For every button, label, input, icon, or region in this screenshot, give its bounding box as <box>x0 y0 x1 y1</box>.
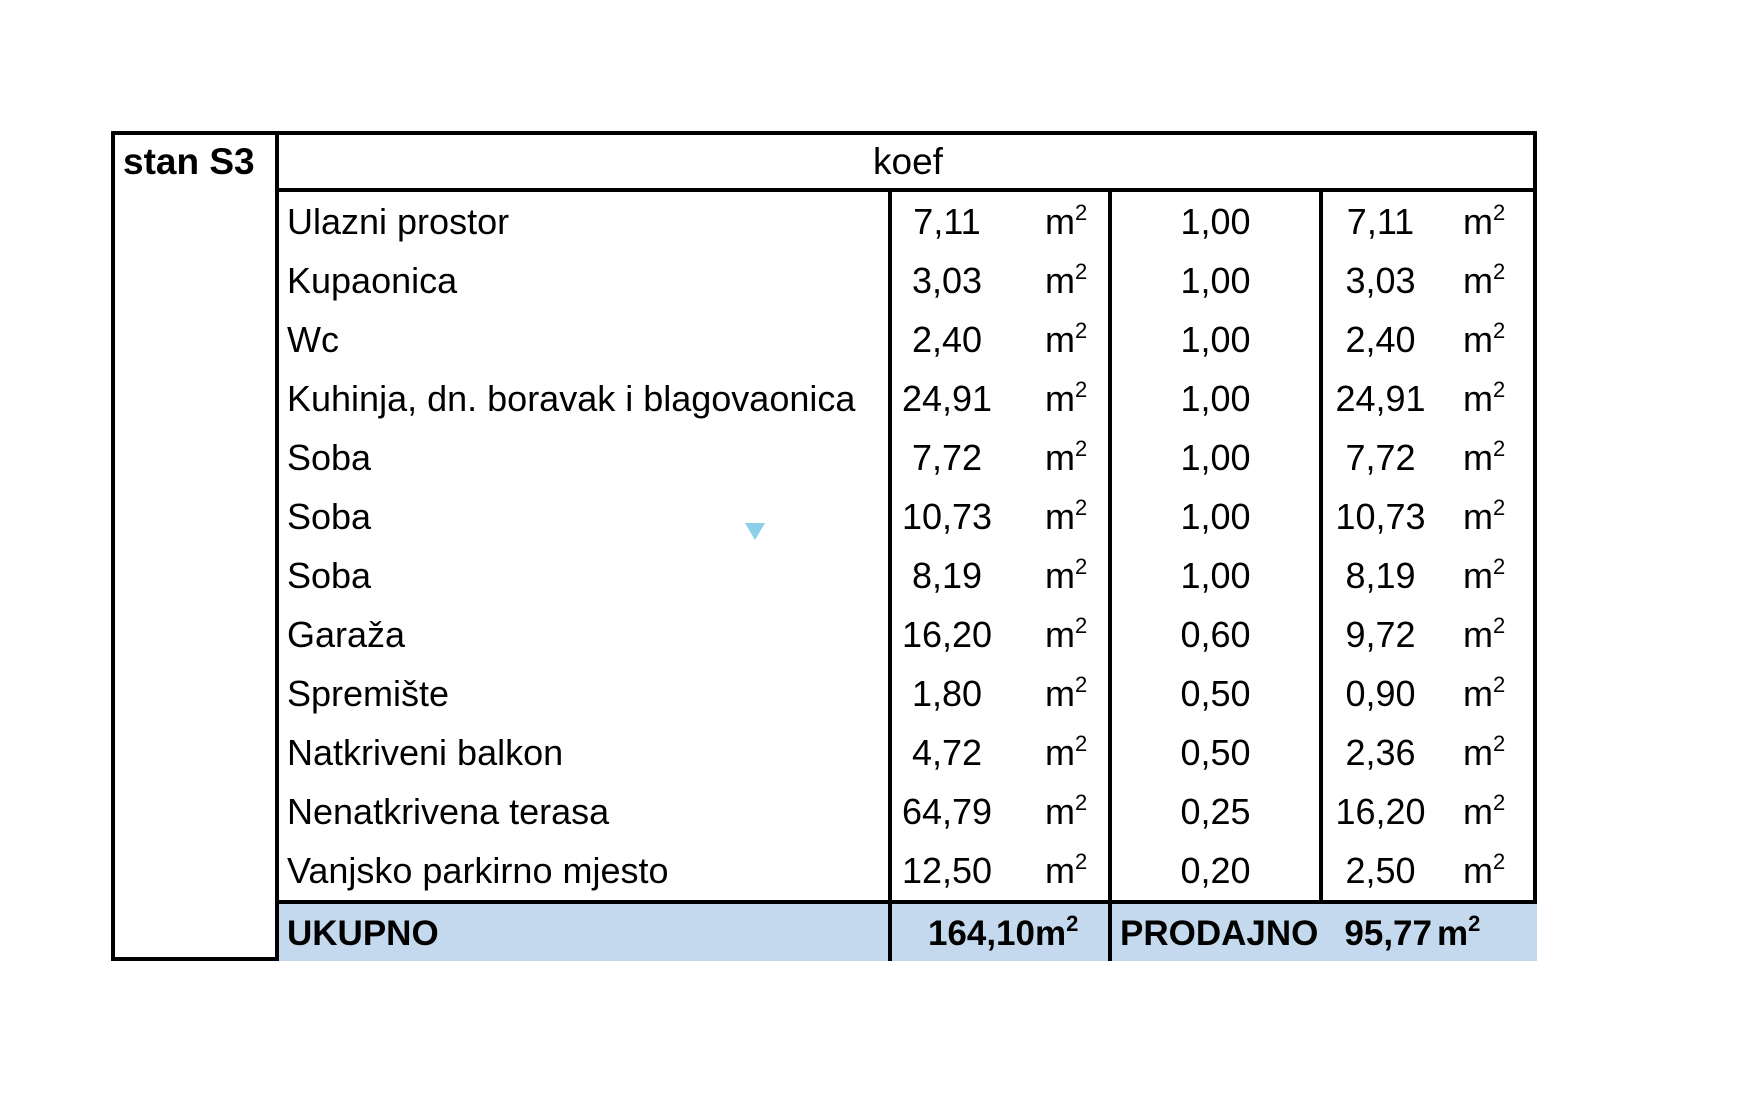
room-area-unit: $m^2$ <box>1045 554 1088 596</box>
room-name: Wc <box>287 319 339 360</box>
room-net-unit: $m^2$ <box>1463 790 1506 832</box>
room-name: Spremište <box>287 673 450 714</box>
room-net-area: 3,03 <box>1345 260 1416 301</box>
room-area-unit: $m^2$ <box>1045 436 1088 478</box>
room-area-unit: $m^2$ <box>1045 377 1088 419</box>
room-net-area: 2,50 <box>1345 850 1416 891</box>
room-koef: 1,00 <box>1180 496 1251 537</box>
room-name: Vanjsko parkirno mjesto <box>287 850 669 891</box>
room-name: Kuhinja, dn. boravak i blagovaonica <box>287 378 856 419</box>
room-net-area: 10,73 <box>1335 496 1426 537</box>
room-net-unit: $m^2$ <box>1463 613 1506 655</box>
room-koef: 0,60 <box>1180 614 1251 655</box>
room-area-unit: $m^2$ <box>1045 200 1088 242</box>
table-row <box>115 310 1535 369</box>
area-table <box>111 131 1537 961</box>
room-area: 7,11 <box>913 201 981 242</box>
room-koef: 1,00 <box>1180 319 1251 360</box>
koef-header: koef <box>873 141 943 182</box>
room-area: 3,03 <box>911 260 983 301</box>
room-area: 64,79 <box>901 791 993 832</box>
room-koef: 1,00 <box>1180 260 1251 301</box>
room-area: 24,91 <box>901 378 993 419</box>
table-row <box>115 192 1535 251</box>
table-row <box>115 369 1535 428</box>
room-koef: 0,25 <box>1180 791 1251 832</box>
room-net-unit: $m^2$ <box>1463 318 1506 360</box>
room-net-unit: $m^2$ <box>1463 377 1506 419</box>
room-name: Soba <box>287 496 372 537</box>
total-row <box>115 904 1535 961</box>
room-name: Ulazni prostor <box>287 201 510 242</box>
sale-label: PRODAJNO <box>1120 914 1319 953</box>
room-net-area: 9,72 <box>1345 614 1416 655</box>
table-row <box>115 841 1535 900</box>
room-area: 1,80 <box>911 673 983 714</box>
room-net-area: 7,72 <box>1345 437 1416 478</box>
room-area-unit: $m^2$ <box>1045 613 1088 655</box>
room-koef: 1,00 <box>1180 555 1251 596</box>
table-row <box>115 782 1535 841</box>
room-net-unit: $m^2$ <box>1463 731 1506 773</box>
room-area-unit: $m^2$ <box>1045 318 1088 360</box>
total-area-unit: $m^2$ <box>1035 911 1079 953</box>
room-koef: 0,20 <box>1180 850 1251 891</box>
room-area-unit: $m^2$ <box>1045 672 1088 714</box>
table-row <box>115 664 1535 723</box>
room-name: Natkriveni balkon <box>287 732 564 773</box>
room-net-area: 16,20 <box>1335 791 1426 832</box>
room-area: 8,19 <box>911 555 983 596</box>
room-net-area: 8,19 <box>1345 555 1416 596</box>
room-net-unit: $m^2$ <box>1463 849 1506 891</box>
room-koef: 1,00 <box>1180 378 1251 419</box>
room-net-area: 0,90 <box>1345 673 1416 714</box>
room-area: 7,72 <box>911 437 983 478</box>
table-row <box>115 428 1535 487</box>
room-area-unit: $m^2$ <box>1045 495 1088 537</box>
room-net-area: 24,91 <box>1335 378 1426 419</box>
sale-area: 95,77 <box>1344 914 1432 953</box>
room-net-unit: $m^2$ <box>1463 200 1506 242</box>
room-area: 2,40 <box>911 319 983 360</box>
room-net-area: 2,40 <box>1345 319 1416 360</box>
room-area: 4,72 <box>911 732 983 773</box>
room-name: Garaža <box>287 614 406 655</box>
room-area-unit: $m^2$ <box>1045 849 1088 891</box>
room-name: Kupaonica <box>287 260 458 301</box>
room-area: 12,50 <box>901 850 993 891</box>
table-row <box>115 251 1535 310</box>
table-row <box>115 605 1535 664</box>
total-label: UKUPNO <box>287 914 439 953</box>
room-net-unit: $m^2$ <box>1463 436 1506 478</box>
room-net-unit: $m^2$ <box>1463 554 1506 596</box>
table-row <box>115 487 1535 546</box>
triangle-down-icon <box>745 523 765 540</box>
room-net-unit: $m^2$ <box>1463 259 1506 301</box>
room-net-unit: $m^2$ <box>1463 672 1506 714</box>
room-koef: 1,00 <box>1180 437 1251 478</box>
room-koef: 0,50 <box>1180 732 1251 773</box>
room-koef: 0,50 <box>1180 673 1251 714</box>
room-name: Nenatkrivena terasa <box>287 791 610 832</box>
sale-area-unit: $m^2$ <box>1437 911 1481 953</box>
room-area-unit: $m^2$ <box>1045 259 1088 301</box>
room-koef: 1,00 <box>1180 201 1251 242</box>
room-name: Soba <box>287 437 372 478</box>
room-area-unit: $m^2$ <box>1045 790 1088 832</box>
room-area: 10,73 <box>901 496 993 537</box>
room-net-area: 7,11 <box>1346 201 1415 242</box>
table-row <box>115 723 1535 782</box>
room-name: Soba <box>287 555 372 596</box>
total-area: 164,10 <box>927 914 1035 953</box>
apartment-label: stan S3 <box>123 141 255 182</box>
table-row <box>115 546 1535 605</box>
room-net-unit: $m^2$ <box>1463 495 1506 537</box>
room-area: 16,20 <box>901 614 993 655</box>
room-net-area: 2,36 <box>1345 732 1416 773</box>
room-area-unit: $m^2$ <box>1045 731 1088 773</box>
